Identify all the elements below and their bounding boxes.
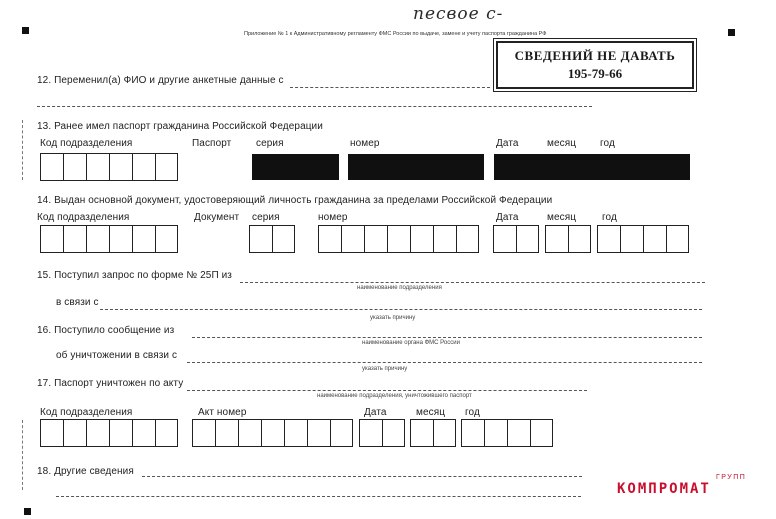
col-code-label: Код подразделения: [37, 212, 130, 223]
date-day-boxes[interactable]: [493, 225, 539, 253]
section-12-label: 12. Переменил(а) ФИО и другие анкетные данные с: [37, 75, 284, 86]
date-year-boxes[interactable]: [597, 225, 689, 253]
section-16-label: 16. Поступило сообщение из: [37, 325, 175, 336]
entry-box[interactable]: [284, 419, 307, 447]
entry-box[interactable]: [597, 225, 620, 253]
stamp-number: 195-79-66: [567, 66, 623, 81]
date-month-boxes[interactable]: [545, 225, 591, 253]
entry-box[interactable]: [364, 225, 387, 253]
entry-box[interactable]: [545, 225, 568, 253]
entry-box[interactable]: [86, 419, 109, 447]
entry-box[interactable]: [456, 225, 479, 253]
section-16-reason-line: [187, 362, 702, 363]
col-number-label: номер: [350, 138, 380, 149]
col-document-label: Документ: [194, 212, 240, 223]
date-month-boxes[interactable]: [410, 419, 456, 447]
entry-box[interactable]: [261, 419, 284, 447]
entry-box[interactable]: [433, 225, 456, 253]
section-14-label: 14. Выдан основной документ, удостоверяющий личность гражданина за пределами Российской Федерации: [37, 195, 553, 206]
col-series-label: серия: [252, 212, 280, 223]
section-15-line: [240, 282, 705, 283]
corner-mark-bottom-left: [24, 508, 31, 515]
header-note: Приложение № 1 к Административному регламенту ФМС России по выдаче, замене и учету паспорта гражданина РФ: [244, 31, 547, 37]
col-year-label: год: [600, 138, 615, 149]
entry-box[interactable]: [507, 419, 530, 447]
entry-box[interactable]: [155, 225, 178, 253]
code-boxes[interactable]: [40, 153, 178, 181]
section-17-label: 17. Паспорт уничтожен по акту: [37, 378, 184, 389]
entry-box[interactable]: [40, 153, 63, 181]
watermark-brand: КОМПРОМАТ: [617, 481, 711, 497]
entry-box[interactable]: [63, 153, 86, 181]
redacted-number: [348, 154, 484, 180]
entry-box[interactable]: [132, 419, 155, 447]
entry-box[interactable]: [410, 225, 433, 253]
col-date-label: Дата: [496, 138, 519, 149]
col-month-label: месяц: [416, 407, 446, 418]
entry-box[interactable]: [86, 153, 109, 181]
date-day-boxes[interactable]: [359, 419, 405, 447]
col-month-label: месяц: [547, 138, 577, 149]
col-month-label: месяц: [547, 212, 577, 223]
section-16-line: [192, 337, 702, 338]
entry-box[interactable]: [433, 419, 456, 447]
section-16-caption: наименование органа ФМС России: [362, 340, 460, 346]
entry-box[interactable]: [132, 225, 155, 253]
section-18-label: 18. Другие сведения: [37, 466, 134, 477]
restriction-stamp: [496, 41, 694, 89]
entry-box[interactable]: [530, 419, 553, 447]
section-15-reason-caption: указать причину: [370, 315, 416, 321]
entry-box[interactable]: [63, 419, 86, 447]
entry-box[interactable]: [307, 419, 330, 447]
act-number-boxes[interactable]: [192, 419, 353, 447]
col-year-label: год: [465, 407, 480, 418]
col-act-label: Акт номер: [198, 407, 247, 418]
entry-box[interactable]: [155, 419, 178, 447]
section-15-label: 15. Поступил запрос по форме № 25П из: [37, 270, 232, 281]
section-18-line: [142, 476, 582, 477]
entry-box[interactable]: [341, 225, 364, 253]
entry-box[interactable]: [238, 419, 261, 447]
entry-box[interactable]: [132, 153, 155, 181]
stamp-text: СВЕДЕНИЙ НЕ ДАВАТЬ: [514, 48, 676, 63]
entry-box[interactable]: [516, 225, 539, 253]
entry-box[interactable]: [493, 225, 516, 253]
entry-box[interactable]: [249, 225, 272, 253]
code-boxes[interactable]: [40, 225, 178, 253]
entry-box[interactable]: [109, 225, 132, 253]
entry-box[interactable]: [63, 225, 86, 253]
left-edge-mark: [22, 120, 23, 180]
watermark-group: ГРУПП: [716, 474, 747, 481]
col-series-label: серия: [256, 138, 284, 149]
col-passport-label: Паспорт: [192, 138, 232, 149]
redacted-date: [494, 154, 690, 180]
entry-box[interactable]: [318, 225, 341, 253]
entry-box[interactable]: [484, 419, 507, 447]
entry-box[interactable]: [387, 225, 410, 253]
left-edge-mark: [22, 420, 23, 490]
section-13-label: 13. Ранее имел паспорт гражданина Российской Федерации: [37, 121, 323, 132]
entry-box[interactable]: [410, 419, 433, 447]
date-year-boxes[interactable]: [461, 419, 553, 447]
entry-box[interactable]: [109, 153, 132, 181]
number-boxes[interactable]: [318, 225, 479, 253]
section-12-line: [290, 87, 490, 88]
code-boxes[interactable]: [40, 419, 178, 447]
section-15-reason-line: [100, 309, 702, 310]
corner-mark-top-right: [728, 29, 735, 36]
section-18-line-2: [56, 496, 581, 497]
section-16-reason-caption: указать причину: [362, 366, 408, 372]
section-16-reason-label: об уничтожении в связи с: [56, 350, 178, 361]
section-15-caption: наименование подразделения: [357, 285, 442, 291]
entry-box[interactable]: [359, 419, 382, 447]
entry-box[interactable]: [382, 419, 405, 447]
col-date-label: Дата: [496, 212, 519, 223]
entry-box[interactable]: [643, 225, 666, 253]
entry-box[interactable]: [666, 225, 689, 253]
col-date-label: Дата: [364, 407, 387, 418]
redacted-series: [252, 154, 339, 180]
entry-box[interactable]: [272, 225, 295, 253]
entry-box[interactable]: [620, 225, 643, 253]
entry-box[interactable]: [192, 419, 215, 447]
col-code-label: Код подразделения: [40, 138, 133, 149]
entry-box[interactable]: [461, 419, 484, 447]
entry-box[interactable]: [86, 225, 109, 253]
entry-box[interactable]: [215, 419, 238, 447]
section-17-line: [187, 390, 587, 391]
col-code-label: Код подразделения: [40, 407, 133, 418]
entry-box[interactable]: [109, 419, 132, 447]
entry-box[interactable]: [155, 153, 178, 181]
section-12-line-2: [37, 106, 592, 107]
handwritten-note: песвое с-: [413, 4, 504, 24]
corner-mark-top-left: [22, 27, 29, 34]
section-15-reason-label: в связи с: [56, 297, 99, 308]
entry-box[interactable]: [568, 225, 591, 253]
section-17-caption: наименование подразделения, уничтожившего паспорт: [317, 393, 472, 399]
entry-box[interactable]: [330, 419, 353, 447]
col-number-label: номер: [318, 212, 348, 223]
entry-box[interactable]: [40, 419, 63, 447]
col-year-label: год: [602, 212, 617, 223]
entry-box[interactable]: [40, 225, 63, 253]
series-boxes[interactable]: [249, 225, 295, 253]
